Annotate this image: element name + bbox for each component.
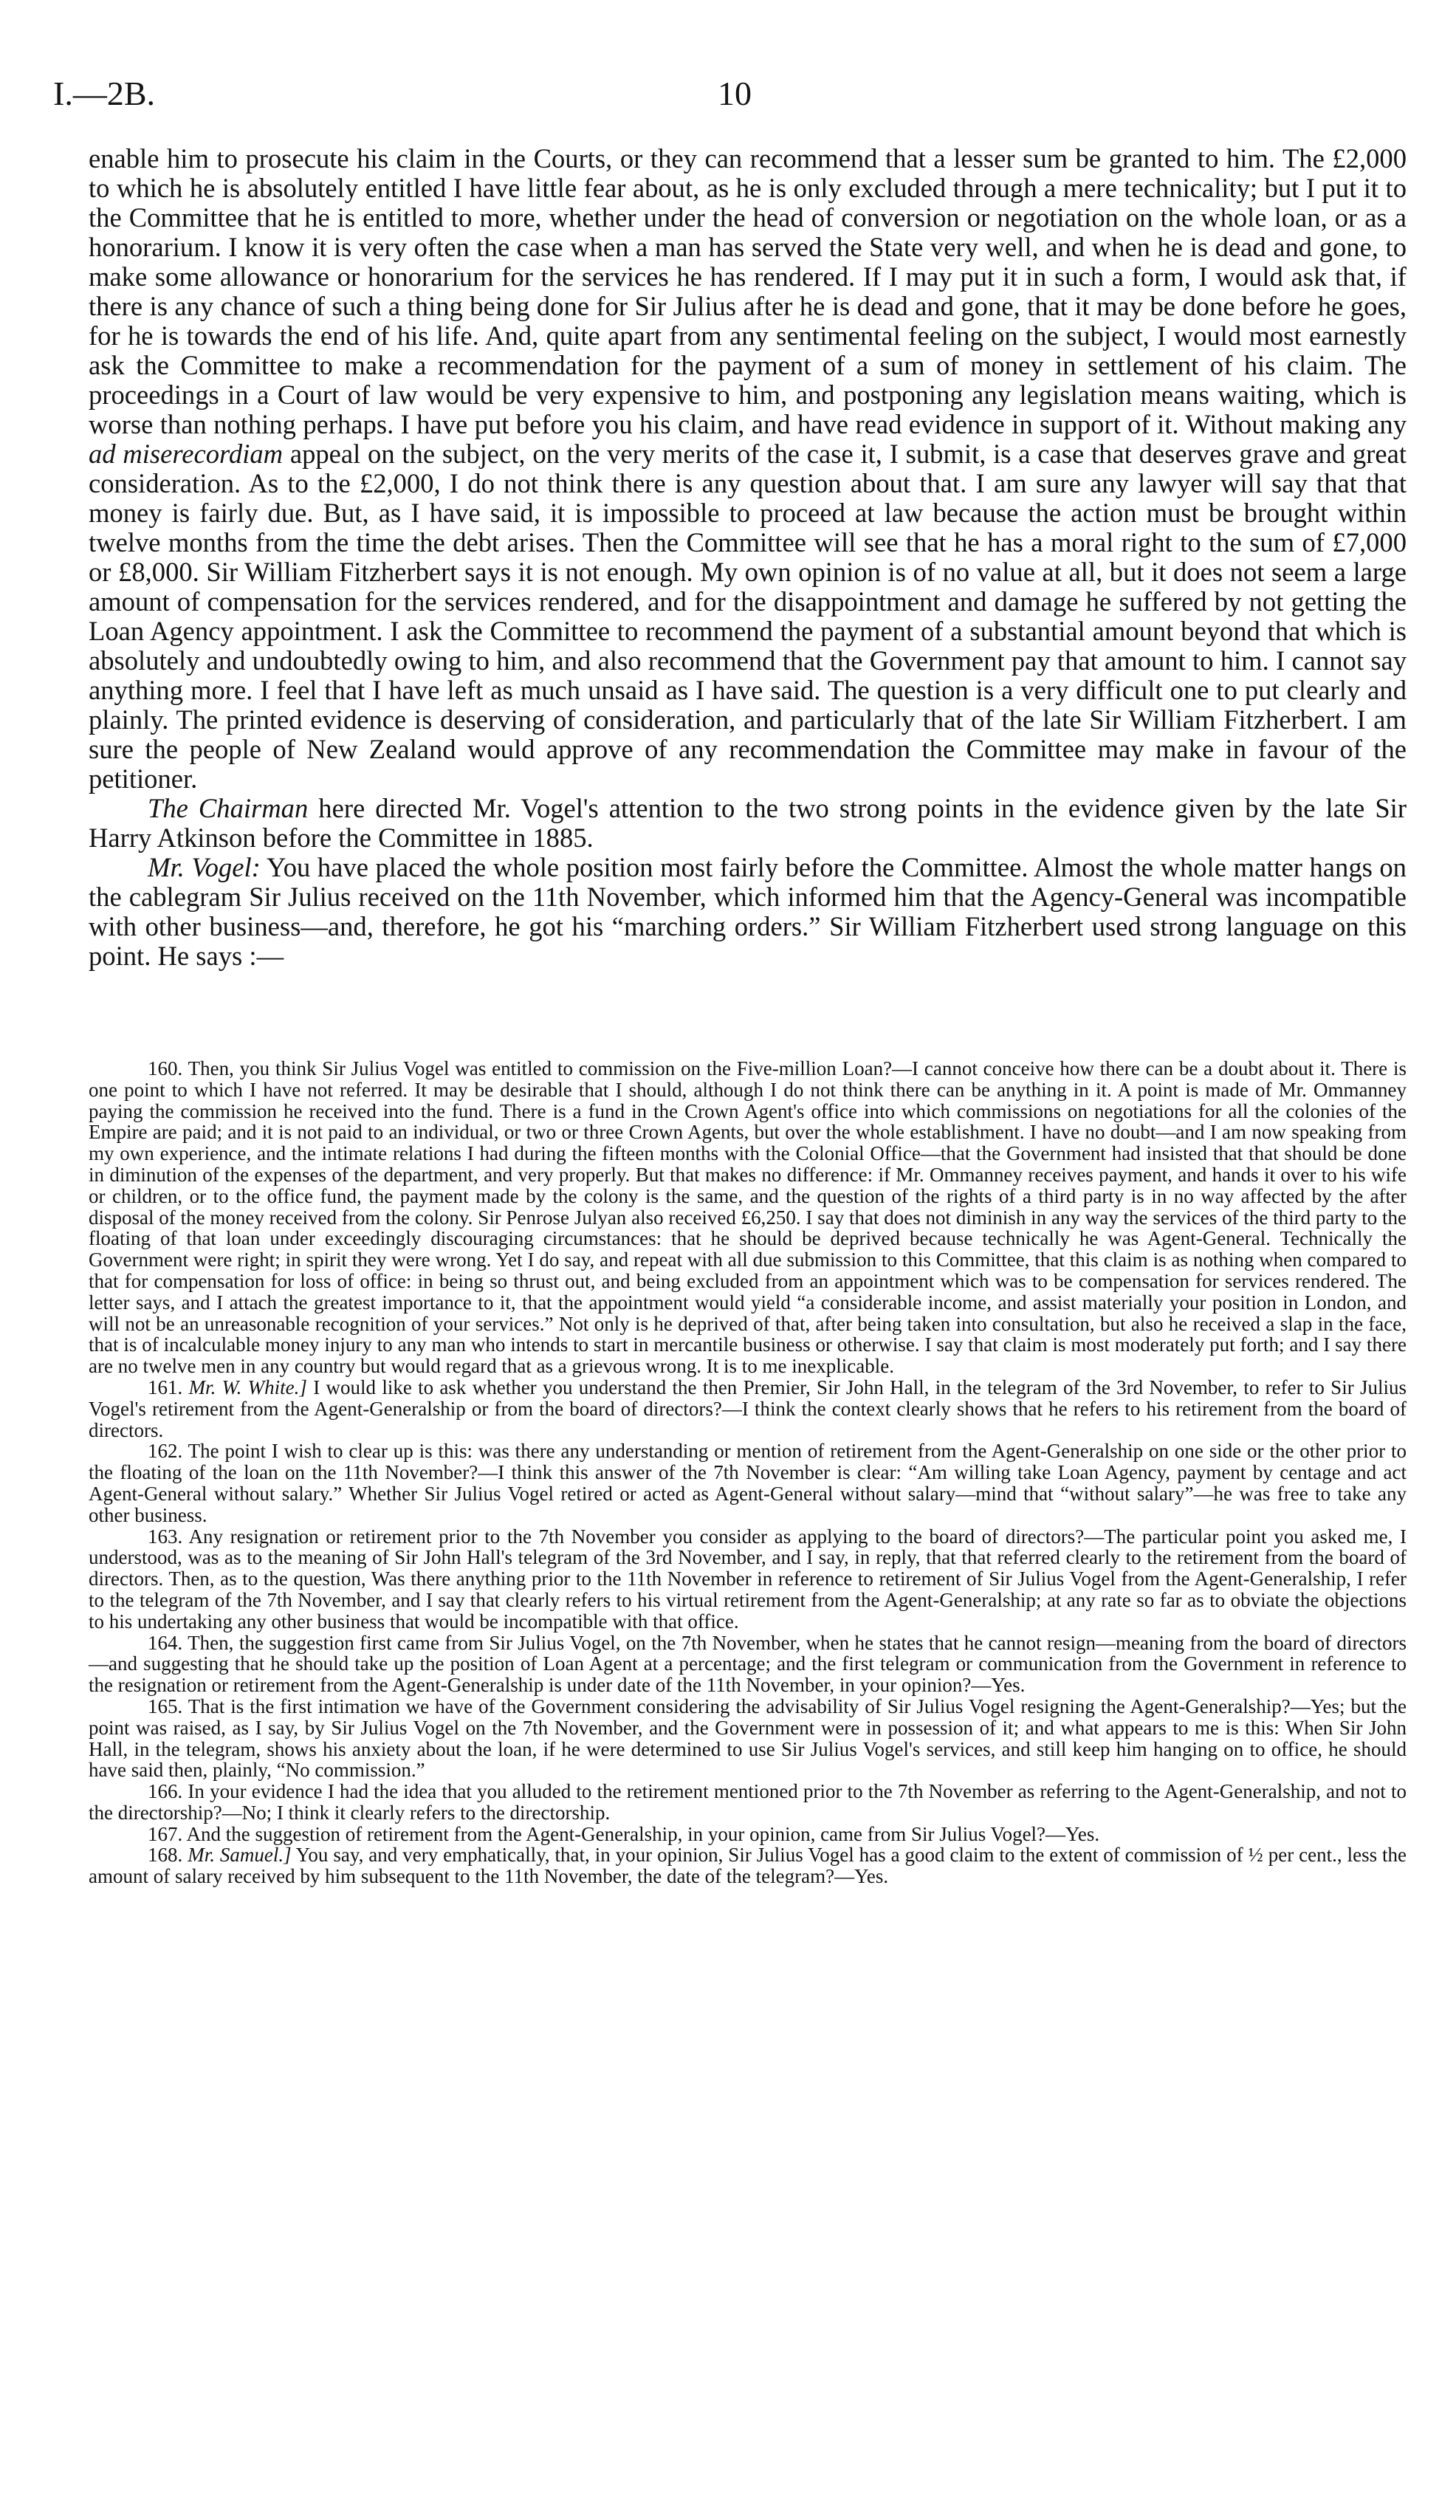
evidence-160: 160. Then, you think Sir Julius Vogel was entitled to commission on the Five-million Loan?—I cannot conceive how there can be a doubt about it. There is one point to which I have not referred. It may be desirable that I should, although I do not think there can be anything in it. A point is made of Mr. Ommanney paying the commission he received into the fund. There is a fund in the Crown Agent's office into which commissions on negotiations for all the colonies of the Empire are paid; and it is not paid to an individual, or two or three Crown Agents, but over the whole establishment. I have no doubt—and I am now speaking from my own experience, and the intimate relations I had during the fifteen months with the Colonial Office—that the Government had insisted that that should be done in diminution of the expenses of the department, and very properly. But that makes no difference: if Mr. Ommanney receives payment, and hands it over to his wife or children, or to the office fund, the payment made by the colony is the same, and the question of the rights of a third party is in no way affected by the after disposal of the money received from the colony. Sir Penrose Julyan also received £6,250. I say that does not diminish in any way the services of the third party to the floating of that loan under exceedingly discouraging circumstances: that he should be deprived because technically he was Agent-General. Technically the Government were right; in spirit they were wrong. Yet I do say, and repeat with all due submission to this Committee, that this claim is as nothing when compared to that for compensation for loss of office: in being so thrust out, and being excluded from an appointment which was to be compensation for services rendered. The letter says, and I attach the greatest importance to it, that the appointment would yield “a considerable income, and assist materially your position in London, and will not be an unreasonable recognition of your services.” Not only is he deprived of that, after being taken into consultation, but also he received a slap in the face, that is of incalculable money injury to any man who intends to start in mercantile business or otherwise. I say that claim is most moderately put forth; and I say there are no twelve men in any country but would regard that as a grievous wrong. It is to me inexplicable. bbox=[89, 1057, 1407, 1378]
speaker-chairman: The Chairman bbox=[148, 793, 309, 823]
chairman-text: here directed Mr. Vogel's attention to the two strong points in the evidence given by the late Sir Harry Atkinson before the Committee in 1885. bbox=[89, 793, 1407, 853]
paragraph-continued bbox=[89, 144, 1407, 794]
evidence-165: 165. That is the first intimation we have of the Government considering the advisability of Sir Julius Vogel resigning the Agent-Generalship?—Yes; but the point was raised, as I say, by Sir Julius Vogel on the 7th November, and the Government were in possession of it; and what appears to me is this: When Sir John Hall, in the telegram, shows his anxiety about the loan, if he were determined to use Sir Julius Vogel's services, and still keep him hanging on to office, he should have said then, plainly, “No commission.” bbox=[89, 1695, 1407, 1782]
evidence-167: 167. And the suggestion of retirement from the Agent-Generalship, in your opinion, came from Sir Julius Vogel?—Yes. bbox=[148, 1822, 1100, 1845]
evidence-text: I would like to ask whether you understand the then Premier, Sir John Hall, in the telegram of the 3rd November, to refer to Sir Julius Vogel's retirement from the Agent-Generalship or from the board of directors?—I think the context clearly shows that he refers to his retirement from the board of directors. bbox=[89, 1376, 1407, 1441]
latin-phrase: ad miserecordiam bbox=[89, 439, 284, 469]
document-reference: I.—2B. bbox=[53, 75, 155, 112]
speaker-white: Mr. W. White.] bbox=[188, 1376, 307, 1398]
chairman-paragraph bbox=[89, 794, 1407, 853]
vogel-paragraph bbox=[89, 853, 1407, 971]
page-header bbox=[53, 74, 1404, 118]
page-number: 10 bbox=[718, 75, 752, 112]
evidence-161 bbox=[89, 1377, 1407, 1441]
speaker-samuel: Mr. Samuel.] bbox=[188, 1844, 292, 1867]
evidence-164: 164. Then, the suggestion first came from Sir Julius Vogel, on the 7th November, when he states that he cannot resign—meaning from the board of directors—and suggesting that he should take up the position of Loan Agent at a percentage; and the first telegram or communication from the Government in reference to the resignation or retirement from the Agent-Generalship is under date of the 11th November, in your opinion?—Yes. bbox=[89, 1631, 1407, 1697]
evidence-162: 162. The point I wish to clear up is this: was there any understanding or mention of retirement from the Agent-Generalship on one side or the other prior to the floating of the loan on the 11th November?—I think this answer of the 7th November is clear: “Am willing take Loan Agency, payment by centage and act Agent-General without salary.” Whether Sir Julius Vogel retired or acted as Agent-General without salary—mind that “without salary”—he was free to take any other business. bbox=[89, 1440, 1407, 1526]
evidence-text: You say, and very emphatically, that, in your opinion, Sir Julius Vogel has a good claim to the extent of commission of ½ per cent., less the amount of salary received by him subsequent to the 11th November, the date of the telegram?—Yes. bbox=[89, 1844, 1407, 1888]
paragraph-text-continued: appeal on the subject, on the very merits of the case it, I submit, is a case that deserves grave and great consideration. As to the £2,000, I do not think there is any question about that. I am sure any lawyer will say that that money is fairly due. But, as I have said, it is impossible to proceed at law because the action must be brought within twelve months from the time the debt arises. Then the Committee will see that he has a moral right to the sum of £7,000 or £8,000. Sir William Fitzherbert says it is not enough. My own opinion is of no value at all, but it does not seem a large amount of compensation for the services rendered, and for the disappointment and damage he suffered by not getting the Loan Agency appointment. I ask the Committee to recommend the payment of a substantial amount beyond that which is absolutely and undoubtedly owing to him, and also recommend that the Government pay that amount to him. I cannot say anything more. I feel that I have left as much unsaid as I have said. The question is a very difficult one to put clearly and plainly. The printed evidence is deserving of consideration, and particularly that of the late Sir William Fitzherbert. I am sure the people of New Zealand would approve of any recommendation the Committee may make in favour of the petitioner. bbox=[89, 439, 1407, 794]
speaker-vogel: Mr. Vogel: bbox=[148, 852, 261, 882]
evidence-166: 166. In your evidence I had the idea that you alluded to the retirement mentioned prior to the 7th November as referring to the Agent-Generalship, and not to the directorship?—No; I think it clearly refers to the directorship. bbox=[89, 1780, 1407, 1824]
quoted-evidence bbox=[89, 1058, 1407, 1887]
evidence-163: 163. Any resignation or retirement prior to the 7th November you consider as applying to the board of directors?—The particular point you asked me, I understood, was as to the meaning of Sir John Hall's telegram of the 3rd November, and I say, in reply, that that referred clearly to the retirement from the board of directors. Then, as to the question, Was there anything prior to the 11th November in reference to retirement of Sir Julius Vogel from the Agent-Generalship, I refer to the telegram of the 7th November, and I say that clearly refers to his virtual retirement from the Agent-Generalship; at any rate so far as to obviate the objections to his undertaking any other business that would be incompatible with that office. bbox=[89, 1525, 1407, 1632]
main-text bbox=[89, 144, 1407, 971]
evidence-168 bbox=[89, 1844, 1407, 1887]
vogel-text: You have placed the whole position most fairly before the Committee. Almost the whole matter hangs on the cablegram Sir Julius received on the 11th November, which informed him that the Agency-General was incompatible with other business—and, therefore, he got his “marching orders.” Sir William Fitzherbert used strong language on this point. He says :— bbox=[89, 852, 1407, 971]
paragraph-text: enable him to prosecute his claim in the Courts, or they can recommend that a lesser sum be granted to him. The £2,000 to which he is absolutely entitled I have little fear about, as he is only excluded through a mere technicality; but I put it to the Committee that he is entitled to more, whether under the head of conversion or negotiation on the whole loan, or as a honorarium. I know it is very often the case when a man has served the State very well, and when he is dead and gone, to make some allowance or honorarium for the services he has rendered. If I may put it in such a form, I would ask that, if there is any chance of such a thing being done for Sir Julius after he is dead and gone, that it may be done before he goes, for he is towards the end of his life. And, quite apart from any sentimental feeling on the subject, I would most earnestly ask the Committee to make a recommendation for the payment of a sum of money in settlement of his claim. The proceedings in a Court of law would be very expensive to him, and postponing any legislation means waiting, which is worse than nothing perhaps. I have put before you his claim, and have read evidence in support of it. Without making any bbox=[89, 143, 1407, 439]
question-number: 161. bbox=[148, 1376, 183, 1398]
question-number: 168. bbox=[148, 1844, 183, 1867]
